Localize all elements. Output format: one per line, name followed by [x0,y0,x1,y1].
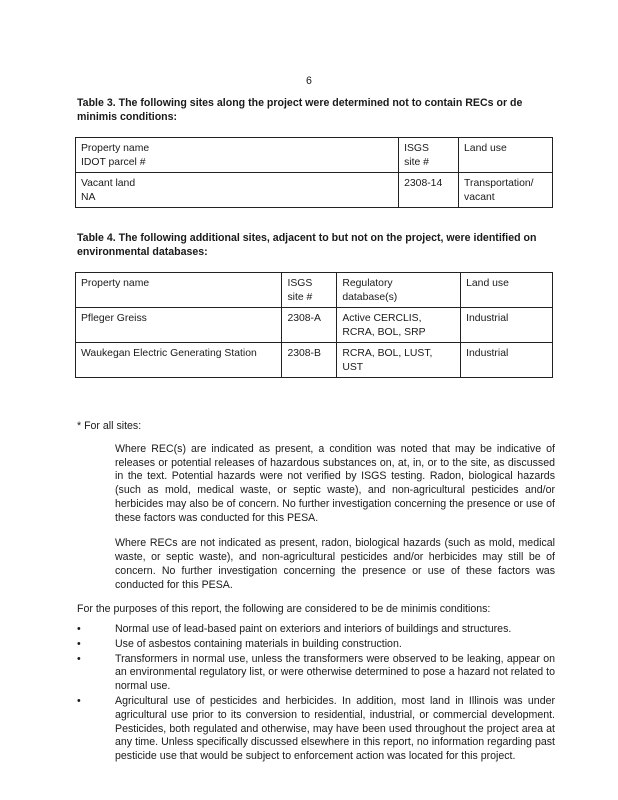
property-name: Waukegan Electric Generating Station [81,348,257,359]
table3-caption: Table 3. The following sites along the project were determined not to contain RECs or de minimis conditions: [77,97,523,123]
land-use: Industrial [466,348,509,359]
land-use: Transportation/ [464,178,534,189]
regulatory-database: Active CERCLIS, [342,313,422,324]
rec-absent-paragraph: Where RECs are not indicated as present, radon, biological hazards (such as mold, medical waste, or septic waste), and non-agricultural pesticides and/or herbicides may still be of concern. No further investigation concerning the presence or use of these factors was conducted for this PESA. [115,537,555,591]
table-cell [76,308,282,343]
table4-header-property-name: Property name [81,278,150,289]
table4 [75,272,553,378]
list-item [77,653,555,694]
regulatory-database-cont: RCRA, BOL, SRP [342,326,426,338]
page-number: 6 [306,75,312,87]
list-item-text: Normal use of lead-based paint on exteriors and interiors of buildings and structures. [115,623,512,636]
property-name: Pfleger Greiss [81,313,147,324]
table4-header-databases: database(s) [342,291,398,303]
table-cell [461,343,553,378]
list-item-text: Use of asbestos containing materials in building construction. [115,637,402,650]
table4-header-regulatory: Regulatory [342,278,393,289]
table-cell [459,173,553,208]
regulatory-database: RCRA, BOL, LUST, [342,348,433,359]
land-use-cont: vacant [464,191,495,203]
bullet-icon: • [77,652,81,665]
isgs-site-number: 2308-A [287,313,321,324]
table3-header-parcel: IDOT parcel # [81,156,146,168]
table4-header-land-use: Land use [466,278,509,289]
table-cell [337,343,461,378]
table4-header-cell [76,273,282,308]
table3-header-property-name: Property name [81,143,150,154]
bullet-icon: • [77,623,81,636]
list-item [77,623,555,637]
list-item [77,695,555,764]
de-minimis-intro: For the purposes of this report, the following are considered to be de minimis conditions: [77,603,491,616]
regulatory-database-cont: UST [342,361,364,373]
table4-header-cell [282,273,337,308]
for-all-sites-label: * For all sites: [77,420,142,432]
table3-header-land-use: Land use [464,143,507,154]
table4-header-isgs: ISGS [287,278,313,289]
table4-header-cell [337,273,461,308]
table4-header-row [76,273,553,308]
isgs-site-number: 2308-B [287,348,321,359]
notes-section [77,420,555,765]
table-cell [76,343,282,378]
table3-header-row [76,138,553,173]
rec-present-paragraph: Where REC(s) are indicated as present, a condition was noted that may be indicative of releases or potential releases of hazardous substances on, at, in, or to the site, as discussed in the text. Potential hazards were not verified by ISGS testing. Radon, biological hazards (such as mold, medical waste, or septic waste), and non-agricultural pesticides and/or herbicides may also be of concern. No further investigation concerning the presence or use of these factors was conducted for this PESA. [115,442,555,524]
table3-header-cell [399,138,459,173]
table3 [75,137,553,208]
isgs-site-number: 2308-14 [404,178,443,189]
bullet-icon: • [77,637,81,650]
bullet-icon: • [77,695,81,708]
table4-caption: Table 4. The following additional sites, adjacent to but not on the project, were identified on environmental databases: [77,232,537,258]
list-item-text: Transformers in normal use, unless the transformers were observed to be leaking, appear on an environmental regulatory list, or were otherwise determined to pose a hazard not related to normal use. [115,652,555,693]
parcel-number: NA [81,191,96,203]
table4-header-cell [461,273,553,308]
land-use: Industrial [466,313,509,324]
list-item-text: Agricultural use of pesticides and herbicides. In addition, most land in Illinois was under agricultural use prior to its conversion to residential, industrial, or commercial development. Pesticides, both regulated and otherwise, may have been used throughout the project area at any time. Unless specifically discussed elsewhere in this report, no information regarding past pesticide use that would be subject to enforcement action was located for this project. [115,695,555,763]
table-cell [282,308,337,343]
table3-header-cell [459,138,553,173]
table-cell [399,173,459,208]
table-cell [461,308,553,343]
table3-header-site: site # [404,156,429,168]
table3-header-cell [76,138,399,173]
property-name: Vacant land [81,178,136,189]
table-row [76,308,553,343]
table4-header-site: site # [287,291,313,303]
table-cell [282,343,337,378]
de-minimis-list [77,623,555,764]
table-row [76,343,553,378]
list-item [77,638,555,652]
table-cell [337,308,461,343]
table3-header-isgs: ISGS [404,143,429,154]
table-row [76,173,553,208]
table-cell [76,173,399,208]
